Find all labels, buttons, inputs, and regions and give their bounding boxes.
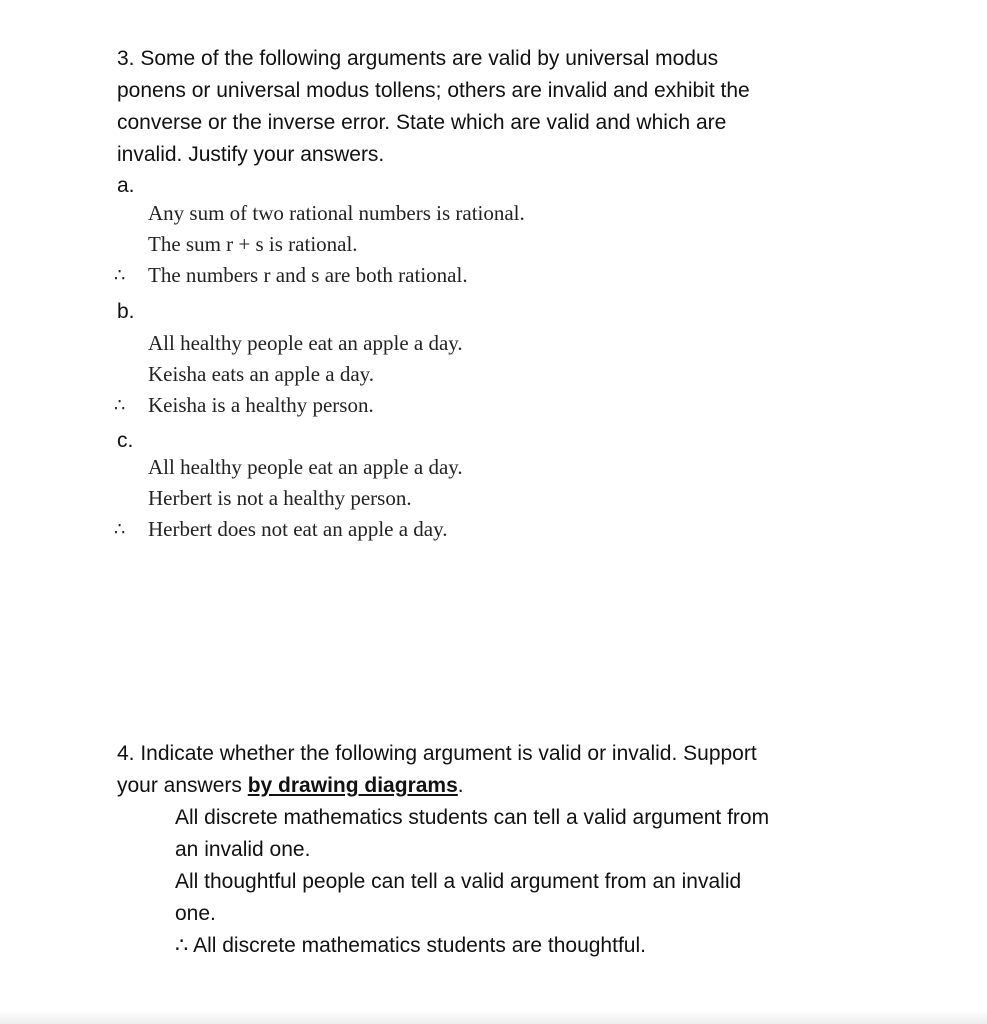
question-4-argument-line: an invalid one. bbox=[175, 838, 311, 861]
therefore-symbol: ∴ bbox=[114, 265, 126, 286]
therefore-symbol: ∴ bbox=[114, 395, 126, 416]
question-4-conclusion: All discrete mathematics students are thoughtful. bbox=[193, 934, 646, 957]
question-4-prompt-suffix: . bbox=[457, 774, 464, 797]
part-b-conclusion-row bbox=[114, 390, 463, 421]
question-4-argument bbox=[175, 802, 965, 962]
question-4-conclusion-row bbox=[175, 930, 965, 962]
question-4-prompt bbox=[117, 738, 897, 802]
part-b-conclusion: Keisha is a healthy person. bbox=[148, 393, 374, 417]
therefore-symbol: ∴ bbox=[175, 934, 189, 957]
question-4-prompt-prefix: your answers bbox=[117, 774, 248, 797]
part-a-argument bbox=[114, 198, 525, 291]
part-a-premise-1: Any sum of two rational numbers is rational. bbox=[148, 201, 525, 225]
question-4-argument-line: All discrete mathematics students can tell a valid argument from bbox=[175, 806, 770, 829]
part-c-premise-1: All healthy people eat an apple a day. bbox=[148, 455, 463, 479]
question-3-prompt bbox=[117, 43, 877, 171]
question-4-argument-line: All thoughtful people can tell a valid argument from an invalid bbox=[175, 870, 742, 893]
therefore-symbol: ∴ bbox=[114, 519, 126, 540]
part-c-label: c. bbox=[117, 429, 134, 452]
part-a-conclusion: The numbers r and s are both rational. bbox=[148, 263, 468, 287]
question-4-emphasis: by drawing diagrams bbox=[247, 774, 458, 797]
part-c-conclusion-row bbox=[114, 514, 463, 545]
question-4-prompt-line-2 bbox=[117, 770, 897, 802]
page-bottom-edge bbox=[0, 1010, 987, 1024]
question-3-prompt-line: 3. Some of the following arguments are valid by universal modus bbox=[117, 47, 719, 70]
question-3-prompt-line: converse or the inverse error. State which are valid and which are bbox=[117, 111, 727, 134]
part-b-premise-2: Keisha eats an apple a day. bbox=[148, 362, 375, 386]
part-c-conclusion: Herbert does not eat an apple a day. bbox=[148, 517, 448, 541]
question-4-prompt-line-1: 4. Indicate whether the following argument is valid or invalid. Support bbox=[117, 742, 757, 765]
part-b-label: b. bbox=[117, 300, 135, 323]
part-a-premise-2: The sum r + s is rational. bbox=[148, 232, 358, 256]
part-a-conclusion-row bbox=[114, 260, 525, 291]
question-3-prompt-line: ponens or universal modus tollens; others are invalid and exhibit the bbox=[117, 79, 750, 102]
part-c-premise-2: Herbert is not a healthy person. bbox=[148, 486, 412, 510]
part-c-argument bbox=[114, 452, 463, 545]
part-b-premise-1: All healthy people eat an apple a day. bbox=[148, 331, 463, 355]
part-b-argument bbox=[114, 328, 463, 421]
question-4-argument-line: one. bbox=[175, 902, 216, 925]
question-3-prompt-line: invalid. Justify your answers. bbox=[117, 143, 385, 166]
part-a-label: a. bbox=[117, 174, 135, 197]
